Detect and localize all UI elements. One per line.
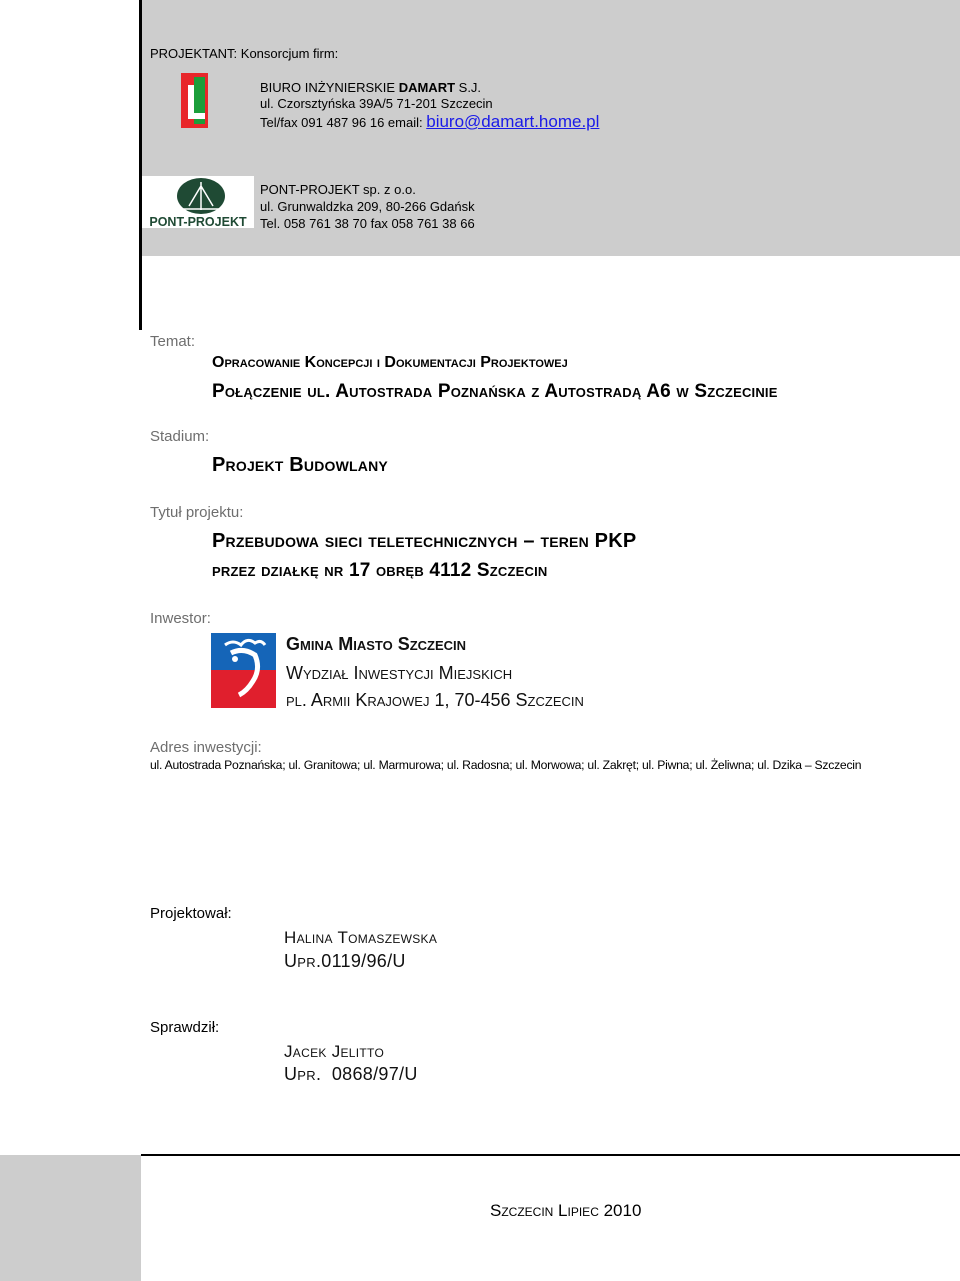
szczecin-city-logo (211, 633, 276, 708)
firm1-contact (260, 114, 599, 131)
pont-projekt-logo (142, 176, 254, 228)
firm1-email-link[interactable]: biuro@damart.home.pl (426, 112, 600, 131)
firm1-name-prefix: BIURO INŻYNIERSKIE (260, 80, 399, 95)
firm1-name-bold: DAMART (398, 80, 456, 95)
footer-rule (141, 1154, 960, 1156)
sprawdzil-upr: Upr. 0868/97/U (284, 1064, 418, 1084)
inwestor-label: Inwestor: (150, 610, 211, 627)
temat-line2: Połączenie ul. Autostrada Poznańska z Autostradą A6 w Szczecinie (212, 381, 778, 402)
tytul-label: Tytuł projektu: (150, 504, 244, 521)
projektowal-name: Halina Tomaszewska (284, 928, 438, 947)
inwestor-line2: Wydział Inwestycji Miejskich (286, 663, 513, 683)
projektowal-label: Projektował: (150, 905, 232, 922)
damart-logo (181, 73, 208, 128)
firm1-address: ul. Czorsztyńska 39A/5 71-201 Szczecin (260, 96, 493, 111)
sprawdzil-label: Sprawdził: (150, 1019, 220, 1036)
place-date: Szczecin Lipiec 2010 (490, 1201, 642, 1220)
firm2-name: PONT-PROJEKT sp. z o.o. (260, 182, 416, 197)
tytul-line2: przez działkę nr 17 obręb 4112 Szczecin (212, 560, 548, 581)
tytul-line1: Przebudowa sieci teletechnicznych – teren PKP (212, 530, 637, 552)
stadium-label: Stadium: (150, 428, 210, 445)
left-rule (139, 0, 142, 330)
pont-logo-text: PONT-PROJEKT (149, 215, 247, 228)
adres-value: ul. Autostrada Poznańska; ul. Granitowa; ul. Marmurowa; ul. Radosna; ul. Morwowa; ul. Zakręt; ul. Piwna; ul. Żeliwna; ul. Dzika – Szczecin (150, 758, 862, 772)
firm2-address: ul. Grunwaldzka 209, 80-266 Gdańsk (260, 199, 475, 214)
firm1-contact-prefix: Tel/fax 091 487 96 16 email: (260, 115, 427, 130)
stadium-value: Projekt Budowlany (212, 454, 388, 476)
footer-band (0, 1155, 141, 1281)
adres-label: Adres inwestycji: (150, 739, 262, 756)
temat-label: Temat: (150, 333, 196, 350)
firm1-name (260, 80, 481, 96)
projektowal-upr: Upr.0119/96/U (284, 951, 406, 971)
firm2-contact: Tel. 058 761 38 70 fax 058 761 38 66 (260, 216, 475, 231)
projektant-label: PROJEKTANT: Konsorcjum firm: (150, 46, 339, 61)
sprawdzil-name: Jacek Jelitto (284, 1042, 385, 1061)
inwestor-line1: Gmina Miasto Szczecin (286, 634, 467, 654)
firm1-name-suffix: S.J. (455, 80, 482, 95)
inwestor-line3: pl. Armii Krajowej 1, 70-456 Szczecin (286, 690, 584, 710)
temat-line1: Opracowanie Koncepcji i Dokumentacji Projektowej (212, 354, 568, 371)
